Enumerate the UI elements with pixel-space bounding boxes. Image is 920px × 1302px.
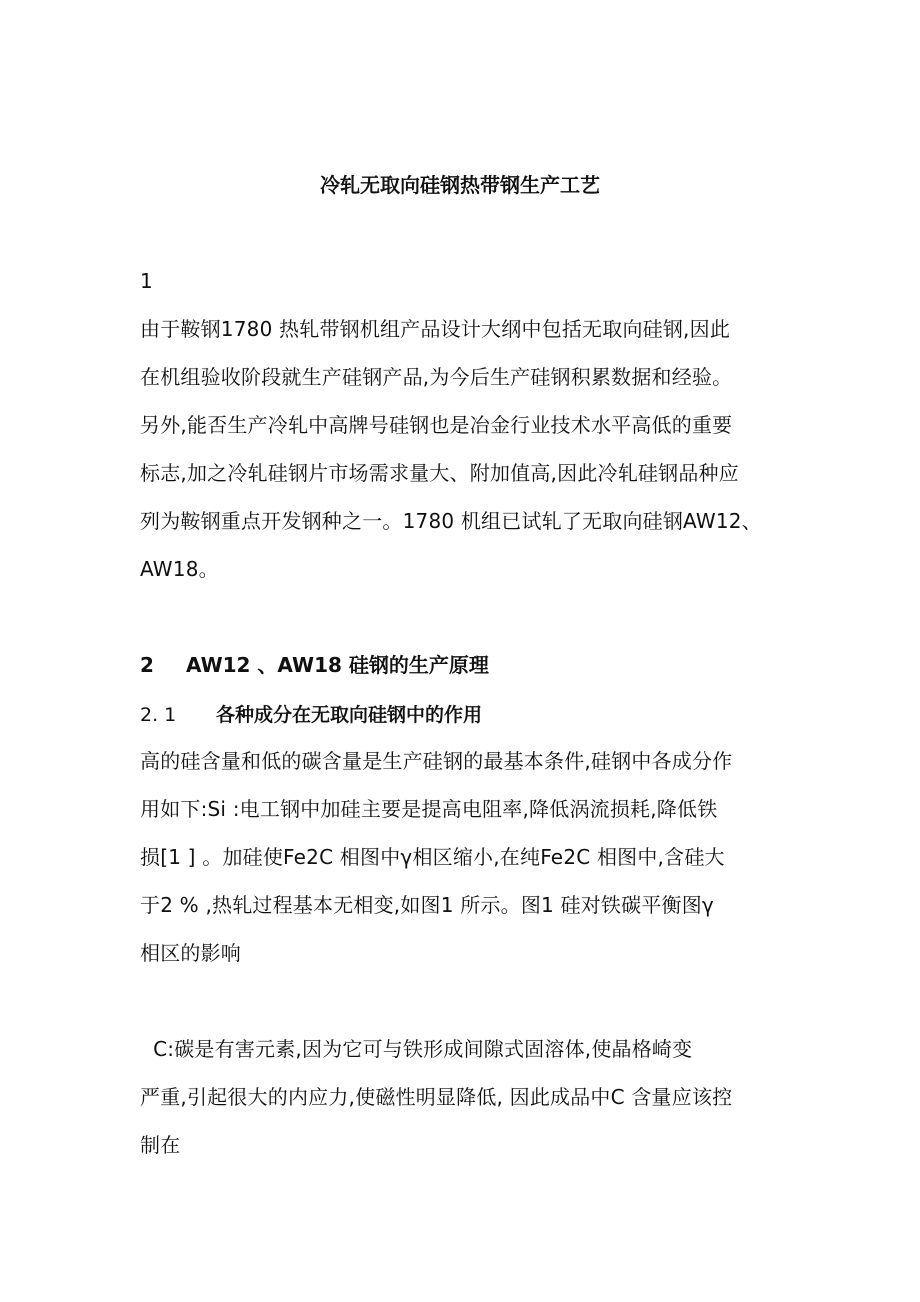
section-1-line-1: 由于鞍钢1780 热轧带钢机组产品设计大纲中包括无取向硅钢,因此 [140,317,731,341]
paragraph-line-4: 于2 % ,热轧过程基本无相变,如图1 所示。图1 硅对铁碳平衡图γ [140,893,714,917]
paragraph-line-1: 高的硅含量和低的碳含量是生产硅钢的最基本条件,硅钢中各成分作 [140,749,733,773]
paragraph-line-2: 用如下:Si :电工钢中加硅主要是提高电阻率,降低涡流损耗,降低铁 [140,797,718,821]
section-2-1-heading [140,700,483,730]
section-1-line-5: 列为鞍钢重点开发钢种之一。1780 机组已试轧了无取向硅钢AW12、 [140,509,762,533]
document-title: 冷轧无取向硅钢热带钢生产工艺 [320,173,600,197]
section-2-1-title: 各种成分在无取向硅钢中的作用 [216,704,483,726]
section-2-number: 2 [140,653,154,677]
section-1-line-3: 另外,能否生产冷轧中高牌号硅钢也是冶金行业技术水平高低的重要 [140,413,733,437]
section-2-1-number: 2. 1 [140,704,177,726]
section-1-number: 1 [140,269,153,293]
carbon-line-1: C:碳是有害元素,因为它可与铁形成间隙式固溶体,使晶格崎变 [140,1037,693,1061]
section-1-line-4: 标志,加之冷轧硅钢片市场需求量大、附加值高,因此冷轧硅钢品种应 [140,461,739,485]
section-1-line-6: AW18。 [140,557,219,581]
carbon-line-2: 严重,引起很大的内应力,使磁性明显降低, 因此成品中C 含量应该控 [140,1085,733,1109]
paragraph-line-3: 损[1 ] 。加硅使Fe2C 相图中γ相区缩小,在纯Fe2C 相图中,含硅大 [140,845,725,869]
paragraph-line-5: 相区的影响 [140,941,241,965]
section-1-line-2: 在机组验收阶段就生产硅钢产品,为今后生产硅钢积累数据和经验。 [140,365,733,389]
carbon-line-3: 制在 [140,1133,181,1157]
section-2-title: AW12 、AW18 硅钢的生产原理 [186,653,489,677]
